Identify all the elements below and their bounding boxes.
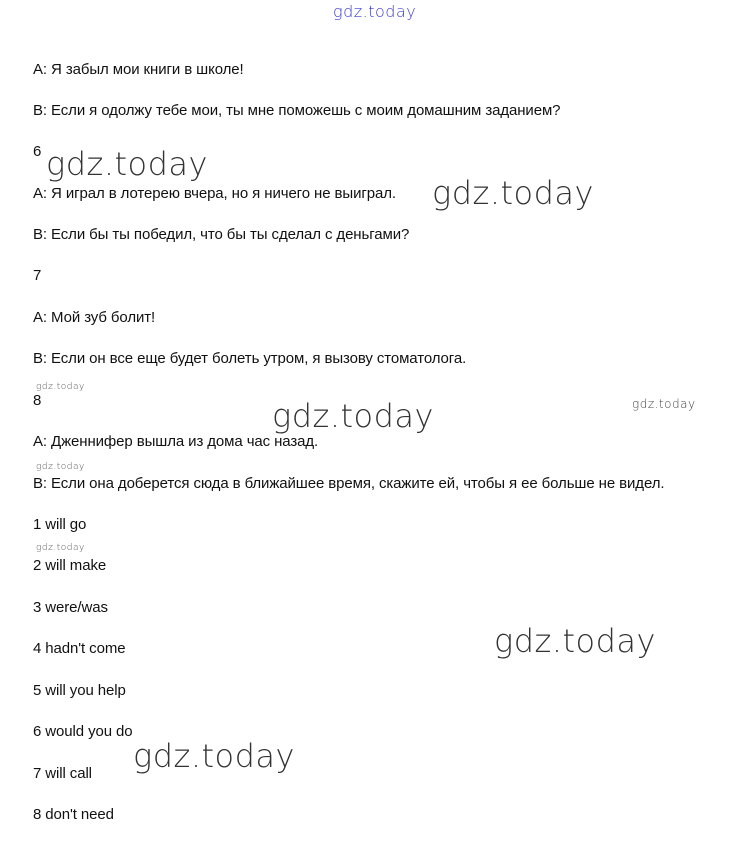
answer-2: 2 will make (33, 557, 107, 574)
watermark-large-2: gdz.today (432, 174, 594, 212)
item-number-8: 8 (33, 392, 42, 409)
answer-8: 8 don't need (33, 806, 114, 823)
answer-6: 6 would you do (33, 723, 133, 740)
watermark-small-1: gdz.today (632, 397, 696, 411)
answer-5: 5 will you help (33, 682, 126, 699)
watermark-large-5: gdz.today (133, 737, 295, 775)
dialogue-7-b: B: Если он все еще будет болеть утром, я вызову стоматолога. (33, 350, 467, 367)
dialogue-8-a: A: Дженнифер вышла из дома час назад. (33, 433, 319, 450)
dialogue-8-b: B: Если она доберется сюда в ближайшее время, скажите ей, чтобы я ее больше не видел. (33, 475, 665, 492)
answer-3: 3 were/was (33, 599, 108, 616)
dialogue-6-b: B: Если бы ты победил, что бы ты сделал с деньгами? (33, 226, 410, 243)
item-number-7: 7 (33, 267, 42, 284)
watermark-large-4: gdz.today (494, 622, 656, 660)
answer-1: 1 will go (33, 516, 87, 533)
watermark-top: gdz.today (333, 2, 417, 21)
watermark-tiny-3: gdz.today (36, 543, 85, 553)
item-number-6: 6 (33, 143, 42, 160)
watermark-tiny-2: gdz.today (36, 462, 85, 472)
dialogue-7-a: A: Мой зуб болит! (33, 309, 156, 326)
answer-4: 4 hadn't come (33, 640, 126, 657)
watermark-large-1: gdz.today (46, 145, 208, 183)
watermark-large-3: gdz.today (272, 397, 434, 435)
answer-7: 7 will call (33, 765, 92, 782)
dialogue-5-a: A: Я забыл мои книги в школе! (33, 61, 244, 78)
dialogue-6-a: A: Я играл в лотерею вчера, но я ничего не выиграл. (33, 185, 396, 202)
watermark-tiny-1: gdz.today (36, 382, 85, 392)
dialogue-5-b: B: Если я одолжу тебе мои, ты мне поможешь с моим домашним заданием? (33, 102, 561, 119)
